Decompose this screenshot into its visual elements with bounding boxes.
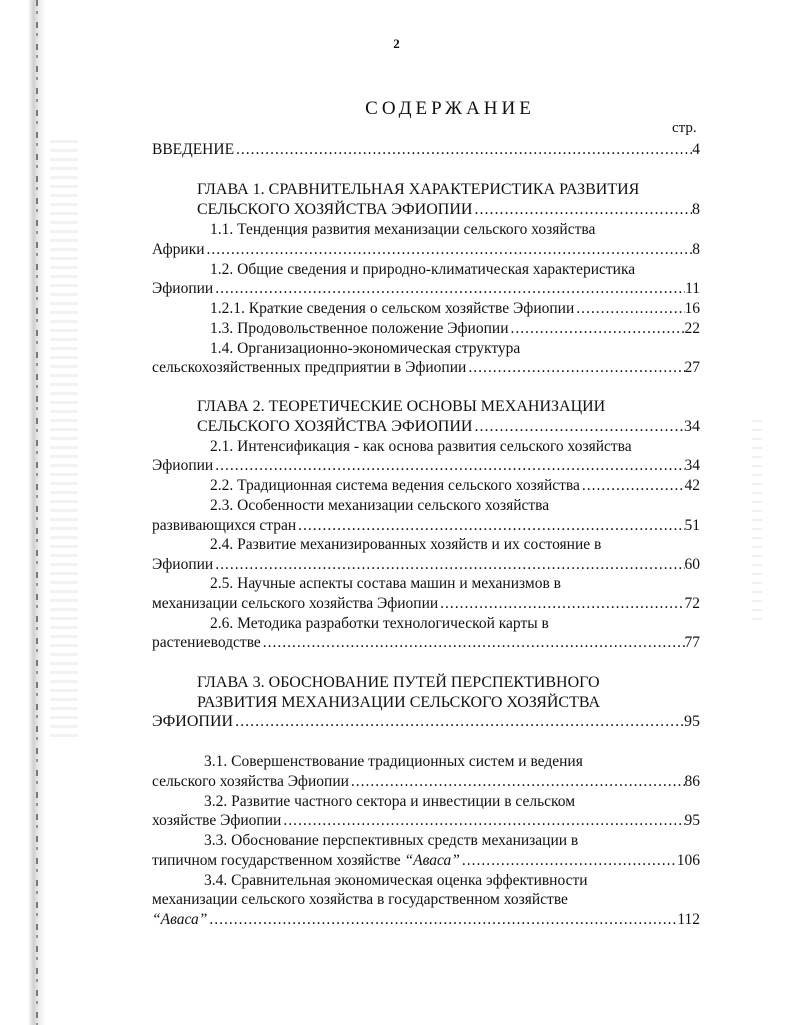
toc-entry-page: 11 bbox=[685, 280, 700, 297]
dot-leader bbox=[460, 851, 677, 871]
toc-entry-1-2-1 bbox=[210, 299, 700, 319]
page-column-label: стр. bbox=[672, 120, 697, 136]
toc-entry-text: Африки bbox=[152, 241, 205, 258]
dot-leader bbox=[438, 594, 684, 614]
chapter-2-title-line1: ГЛАВА 2. ТЕОРЕТИЧЕСКИЕ ОСНОВЫ МЕХАНИЗАЦИИ bbox=[197, 398, 606, 415]
toc-entry-1-4 bbox=[152, 358, 700, 378]
section-2-5-line1: 2.5. Научные аспекты состава машин и механизмов в bbox=[210, 575, 561, 592]
toc-entry-text: СЕЛЬСКОГО ХОЗЯЙСТВА ЭФИОПИИ bbox=[197, 418, 473, 435]
section-2-4-line1: 2.4. Развитие механизированных хозяйств и их состояние в bbox=[210, 536, 602, 553]
toc-entry-text: СЕЛЬСКОГО ХОЗЯЙСТВА ЭФИОПИИ bbox=[197, 201, 473, 218]
toc-entry-page: 106 bbox=[676, 852, 700, 869]
dot-leader bbox=[466, 358, 684, 378]
toc-entry-page: 77 bbox=[684, 634, 700, 651]
toc-entry-page: 22 bbox=[684, 320, 700, 337]
toc-entry-page: 60 bbox=[684, 556, 700, 573]
dot-leader bbox=[580, 476, 685, 496]
toc-entry-2-5 bbox=[152, 594, 700, 614]
toc-entry-2-6 bbox=[152, 633, 700, 653]
dot-leader bbox=[261, 633, 685, 653]
dot-leader bbox=[213, 279, 685, 299]
dot-leader bbox=[205, 240, 693, 260]
toc-entry-text bbox=[152, 851, 460, 871]
dot-leader bbox=[509, 319, 685, 339]
section-3-4-line1: 3.4. Сравнительная экономическая оценка эффективности bbox=[204, 872, 588, 889]
toc-entry-1-2 bbox=[152, 279, 700, 299]
dot-leader bbox=[574, 299, 684, 319]
dot-leader bbox=[234, 140, 692, 160]
toc-entry-text-main: типичном государственном хозяйстве bbox=[152, 852, 401, 869]
toc-entry-text: ВВЕДЕНИЕ bbox=[152, 141, 235, 158]
toc-entry-page: 95 bbox=[684, 713, 700, 730]
dot-leader bbox=[207, 910, 677, 930]
toc-entry-page: 95 bbox=[684, 812, 700, 829]
section-3-3-line1: 3.3. Обоснование перспективных средств механизации в bbox=[204, 832, 579, 849]
toc-entry-1-3 bbox=[210, 319, 700, 339]
toc-entry-text: сельскохозяйственных предприятии в Эфиопии bbox=[152, 359, 467, 376]
toc-entry-3-2 bbox=[152, 811, 700, 831]
toc-entry-text: механизации сельского хозяйства Эфиопии bbox=[152, 595, 439, 612]
section-2-6-line1: 2.6. Методика разработки технологической карты в bbox=[210, 615, 549, 632]
toc-entry-page: 8 bbox=[692, 201, 700, 218]
toc-entry-1-1 bbox=[152, 240, 700, 260]
page-number: 2 bbox=[393, 36, 400, 51]
section-3-2-line1: 3.2. Развитие частного сектора и инвестиции в сельском bbox=[204, 793, 576, 810]
toc-entry-text: 2.2. Традиционная система ведения сельского хозяйства bbox=[210, 477, 580, 494]
section-3-4-line2: механизации сельского хозяйства в государственном хозяйстве bbox=[152, 891, 568, 908]
toc-entry-text: сельского хозяйства Эфиопии bbox=[152, 773, 349, 790]
dot-leader bbox=[472, 417, 684, 437]
toc-entry-text: Эфиопии bbox=[152, 556, 214, 573]
toc-entry-page: 112 bbox=[677, 911, 700, 928]
toc-entry-text: Эфиопии bbox=[152, 280, 214, 297]
scan-edge-marks bbox=[36, 0, 38, 1025]
toc-entry-text: Эфиопии bbox=[152, 457, 214, 474]
toc-entry-intro bbox=[152, 140, 700, 160]
section-1-4-line1: 1.4. Организационно-экономическая структура bbox=[210, 340, 521, 357]
toc-entry-2-2 bbox=[210, 476, 700, 496]
scan-bleed-through bbox=[50, 140, 78, 740]
section-3-1-line1: 3.1. Совершенствование традиционных систем и ведения bbox=[204, 753, 583, 770]
dot-leader bbox=[213, 456, 684, 476]
dot-leader bbox=[281, 811, 684, 831]
dot-leader bbox=[349, 772, 685, 792]
toc-entry-chapter-3 bbox=[152, 712, 700, 732]
section-1-1-line1: 1.1. Тенденция развития механизации сельского хозяйства bbox=[210, 221, 596, 238]
toc-entry-text: 1.3. Продовольственное положение Эфиопии bbox=[210, 320, 509, 337]
toc-entry-3-1 bbox=[152, 772, 700, 792]
toc-entry-3-4 bbox=[152, 910, 700, 930]
section-2-3-line1: 2.3. Особенности механизации сельского хозяйства bbox=[210, 497, 550, 514]
toc-entry-text: ЭФИОПИИ bbox=[152, 713, 234, 730]
toc-entry-3-3 bbox=[152, 851, 700, 871]
toc-entry-page: 86 bbox=[684, 773, 700, 790]
toc-entry-chapter-2 bbox=[197, 417, 700, 437]
toc-entry-2-3 bbox=[152, 516, 700, 536]
dot-leader bbox=[233, 712, 684, 732]
section-2-1-line1: 2.1. Интенсификация - как основа развития сельского хозяйства bbox=[210, 438, 632, 455]
toc-entry-text: растениеводстве bbox=[152, 634, 261, 651]
toc-entry-text: 1.2.1. Краткие сведения о сельском хозяйстве Эфиопии bbox=[210, 300, 575, 317]
toc-entry-page: 42 bbox=[684, 477, 700, 494]
toc-entry-page: 72 bbox=[684, 595, 700, 612]
dot-leader bbox=[296, 516, 684, 536]
farm-name: “Аваса” bbox=[152, 911, 208, 928]
dot-leader bbox=[213, 555, 684, 575]
toc-entry-page: 51 bbox=[684, 517, 700, 534]
chapter-3-title-line2: РАЗВИТИЯ МЕХАНИЗАЦИИ СЕЛЬСКОГО ХОЗЯЙСТВА bbox=[197, 694, 601, 711]
toc-entry-page: 34 bbox=[684, 418, 700, 435]
toc-entry-text: развивающихся стран bbox=[152, 517, 297, 534]
toc-entry-2-1 bbox=[152, 456, 700, 476]
toc-entry-page: 16 bbox=[684, 300, 700, 317]
toc-entry-page: 34 bbox=[684, 457, 700, 474]
farm-name: “Аваса” bbox=[404, 852, 460, 869]
toc-entry-text: хозяйстве Эфиопии bbox=[152, 812, 282, 829]
toc-entry-2-4 bbox=[152, 555, 700, 575]
scan-bleed-through-right bbox=[752, 420, 762, 620]
toc-entry-page: 27 bbox=[684, 359, 700, 376]
chapter-3-title-line1: ГЛАВА 3. ОБОСНОВАНИЕ ПУТЕЙ ПЕРСПЕКТИВНОГО bbox=[197, 674, 600, 691]
chapter-1-title-line1: ГЛАВА 1. СРАВНИТЕЛЬНАЯ ХАРАКТЕРИСТИКА РАЗВИТИЯ bbox=[197, 181, 640, 198]
toc-entry-chapter-1 bbox=[197, 200, 700, 220]
toc-entry-page: 8 bbox=[692, 241, 700, 258]
dot-leader bbox=[472, 200, 692, 220]
toc-entry-page: 4 bbox=[692, 141, 700, 158]
toc-title: СОДЕРЖАНИЕ bbox=[365, 98, 535, 119]
section-1-2-line1: 1.2. Общие сведения и природно-климатическая характеристика bbox=[210, 261, 636, 278]
